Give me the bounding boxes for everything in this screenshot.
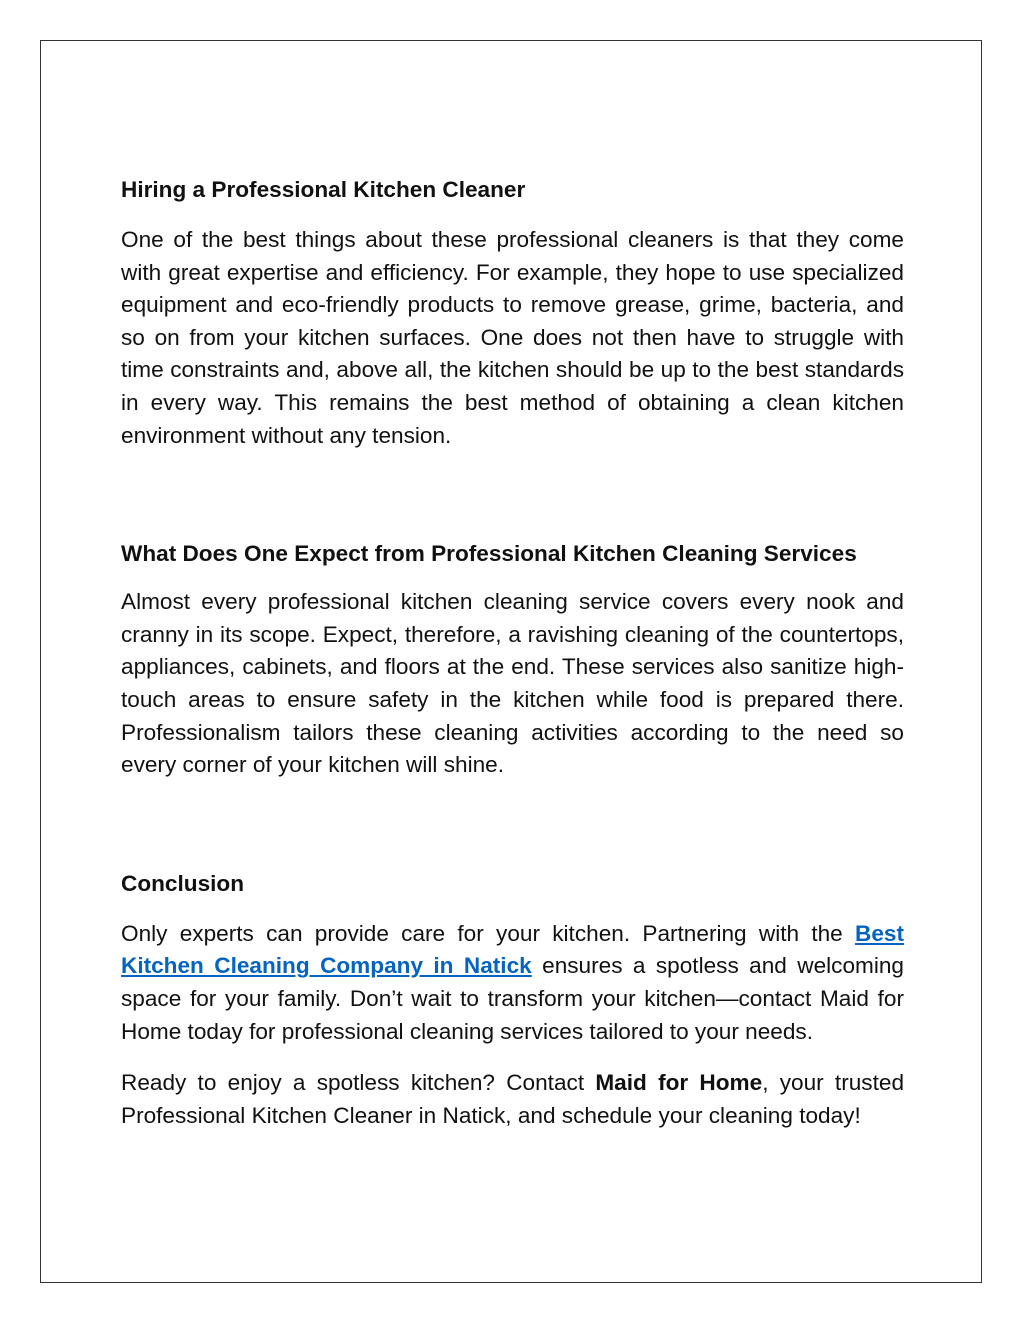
- best-kitchen-cleaning-link[interactable]: Best Kitchen Cleaning Company in Natick: [121, 920, 904, 979]
- paragraph-expectations: Almost every professional kitchen cleaning service covers every nook and cranny in its scope. Expect, therefore, a ravishing cleaning of the countertops, appliances, cabinets, and floors at the end. These services also sanitize high-touch areas to ensure safety in the kitchen while food is prepared there. Professionalism tailors these cleaning activities according to the need so every corner of your kitchen will shine.: [121, 589, 904, 778]
- conclusion-text-after-link: ensures a spotless and welcoming space for your family. Don’t wait to transform your kitchen—contact Maid for Home today for professional cleaning services tailored to your needs.: [121, 953, 905, 1044]
- cta-text-before-bold: Ready to enjoy a spotless kitchen? Contact: [121, 1070, 596, 1096]
- document-body: [121, 170, 904, 1132]
- company-name-bold: Maid for Home: [595, 1070, 763, 1096]
- section-heading-hiring: Hiring a Professional Kitchen Cleaner: [121, 177, 526, 202]
- cta-text-after-bold: , your trusted Professional Kitchen Cleaner in Natick, and schedule your cleaning today!: [121, 1070, 905, 1128]
- conclusion-text-before-link: Only experts can provide care for your kitchen. Partnering with the: [121, 920, 856, 946]
- paragraph-call-to-action: [121, 1067, 904, 1132]
- paragraph-conclusion: [121, 918, 904, 1048]
- section-heading-expectations: What Does One Expect from Professional Kitchen Cleaning Services: [121, 541, 857, 567]
- paragraph-hiring: One of the best things about these professional cleaners is that they come with great expertise and efficiency. For example, they hope to use specialized equipment and eco-friendly products to remove grease, grime, bacteria, and so on from your kitchen surfaces. One does not then have to struggle with time constraints and, above all, the kitchen should be up to the best standards in every way. This remains the best method of obtaining a clean kitchen environment without any tension.: [121, 227, 904, 448]
- section-heading-conclusion: Conclusion: [121, 870, 245, 896]
